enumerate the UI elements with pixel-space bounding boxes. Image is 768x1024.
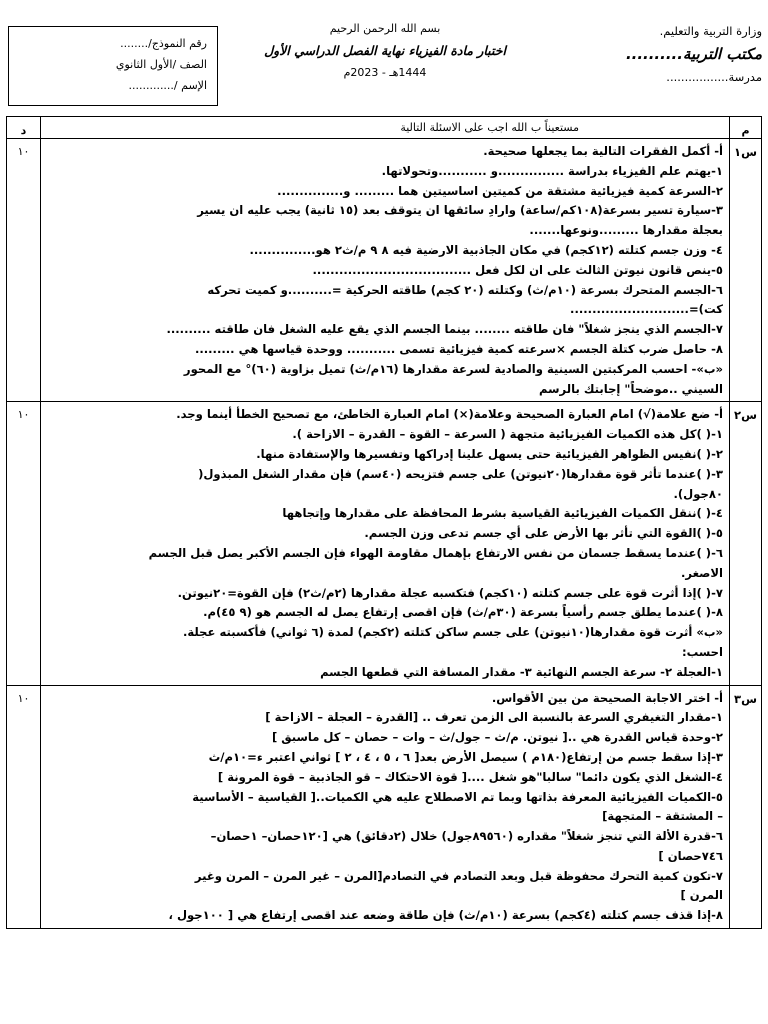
question-line: ٦-( )عندما يسقط جسمان من نفس الارتفاع بإهمال مقاومة الهواء فإن الجسم الأكبر يصل قبل الجسم [148, 545, 723, 560]
question-line: ٤- وزن جسم كتلته (١٢كجم) في مكان الجاذبية الارضية فيه ٨ ٩ م/ث٢ هو............... [249, 242, 723, 257]
question-line: الاصغر. [681, 565, 723, 580]
question-line: ٢-السرعة كمية فيزيائية مشتقة من كميتين اساسيتين هما ......... و............... [277, 183, 723, 198]
question-line: ٤-الشغل الذي يكون دائما" سالبا"هو شغل ....[ قوة الاحتكاك – قو الجاذبية – قوة المرونة ] [217, 769, 723, 784]
question-line: ٢-( )نفيس الظواهر الفيزيائية حتى يسهل علينا إدراكها وتفسيرها والإستفادة منها. [256, 446, 723, 461]
question-line: احسب: [681, 644, 723, 659]
question-row-1 [7, 139, 762, 402]
question-line: ٣-سيارة تسير بسرعة(١٠٨كم/ساعة) وارادِ سائقها ان يتوقف بعد (١٥ ثانية) يجب عليه ان يسير [197, 203, 723, 218]
question-line: ٦-الجسم المتحرك بسرعة (١٠م/ث) وكتلته (٢٠ كجم) طاقته الحركية =..........و كميت تحركه [207, 282, 723, 297]
exam-title: اختبار مادة الفيزياء نهاية الفصل الدراسي الأول [264, 43, 506, 58]
question-title: أ- اختر الاجابة الصحيحة من بين الأقواس. [491, 690, 723, 705]
school-name: مدرسة................. [666, 70, 762, 84]
question-score: ١٠ [7, 402, 41, 685]
question-line: «ب»- احسب المركبتين السينية والصادية لسرعة مقدارها (١٦م/ث) تميل بزاوية (٦٠)° مع المحور [183, 361, 723, 376]
question-row-2 [7, 402, 762, 685]
question-line: ١-العجلة ٢- سرعة الجسم النهائية ٣- مقدار المسافة التي قطعها الجسم [320, 664, 723, 679]
question-line: السيني ..موضحاً" إجابتك بالرسم [539, 381, 723, 396]
question-line: ٨-إذا قذف جسم كتلته (٤كجم) بسرعة (١٠م/ث) فإن طاقة وضعه عند اقصى إرتفاع هي [ ١٠٠جول ، [168, 908, 723, 923]
questions-table [6, 116, 762, 929]
question-line: بعجلة مقدارها .........ونوعها....... [529, 223, 723, 238]
question-line: ٦-قدرة الألة التي تنجز شغلاً" مقداره (٨٩٥٦٠جول) خلال (٢دقائق) هي [١٢٠حصان– ١حصان– [210, 829, 723, 844]
question-line: ٥-الكميات الفيزيائية المعرفة بذاتها وبما تم الاصطلاح عليه هي الكميات..[ القياسية – الأساسية [192, 789, 723, 804]
question-line: ٥-ينص قانون نيوتن الثالث على ان لكل فعل .................................... [312, 262, 723, 277]
question-row-3 [7, 685, 762, 929]
question-line: ٧-( )إذا أثرت قوة على جسم كتلته (١٠كجم) فتكسبه عجلة مقدارها (٢م/ث٢) فإن القوة=٢٠نيوتن. [177, 585, 723, 600]
question-line: ١-مقدار التغيفري السرعة بالنسبة الى الزمن تعرف .. [القدرة – العجلة – الازاحة ] [265, 710, 723, 725]
basmala: بسم الله الرحمن الرحيم [329, 22, 441, 35]
question-line: ٤-( )ننقل الكميات الفيزيائية القياسية بشرط المحافظة على مقدارها وإتجاهها [282, 506, 723, 521]
question-line: ٣-( )عندما تأثر قوة مقدارها(٢٠نيوتن) على جسم فتزيحه (٤٠سم) فإن مقدار الشغل المبذول( [198, 466, 723, 481]
table-header-row [7, 117, 762, 139]
question-title: أ- ضع علامة(√) امام العبارة الصحيحة وعلامة(×) امام العبارة الخاطئ، مع تصحيح الخطأ أينما وجد. [176, 407, 723, 422]
question-line: ١-( )كل هذه الكميات الفيزيائية متجهة ( السرعة – القوة – القدرة – الازاحة ). [292, 427, 723, 442]
question-number: س١ [730, 139, 762, 402]
question-line: المرن ] [680, 888, 723, 903]
column-number-header: م [730, 117, 762, 139]
grade-level: الصف /الأول الثانوي [115, 58, 207, 71]
column-score-header: د [7, 117, 41, 139]
question-line: – المشتقة – المتجهة] [602, 809, 723, 824]
exam-header [0, 0, 768, 115]
question-line: ٧-تكون كمية التحرك محفوظة قبل وبعد التصادم في التصادم[المرن – غير المرن – المرن وغير [194, 868, 723, 883]
model-number: رقم النموذج/........ [120, 37, 207, 50]
question-line: ٨- حاصل ضرب كتلة الجسم ×سرعته كمية فيزيائية تسمى ........... ووحدة قياسها هي ......... [194, 341, 723, 356]
question-line: ٧٤٦حصان ] [658, 848, 723, 863]
question-body [41, 139, 730, 402]
question-line: ٥-( )القوة التي تأثر بها الأرض على أي جسم تدعى وزن الجسم. [364, 526, 723, 541]
question-number: س٣ [730, 685, 762, 929]
question-body [41, 685, 730, 929]
question-body [41, 402, 730, 685]
question-line: ٨-( )عندما يطلق جسم رأسياً بسرعة (٣٠م/ث) فإن اقصى إرتفاع يصل له الجسم هو (٩ ٤٥)م. [203, 605, 723, 620]
student-info-box [8, 26, 218, 106]
question-score: ١٠ [7, 685, 41, 929]
question-line: ٣-إذا سقط جسم من إرتفاع(١٨٠م ) سيصل الأرض بعد[ ٦ ، ٥ ، ٤ ، ٢ ] ثواني اعتبر ء=١٠م/ث [208, 749, 723, 764]
question-number: س٢ [730, 402, 762, 685]
institution-info [612, 20, 762, 89]
question-line: كت)=........................... [570, 302, 723, 317]
question-score: ١٠ [7, 139, 41, 402]
question-line: ٢-وحدة قياس القدرة هي ..[ نيوتن. م/ث – جول/ث – وات – حصان – كل ماسبق ] [271, 730, 723, 745]
question-line: ١-يهتم علم الفيزياء بدراسة ...............و ...........وتحولاتها. [381, 163, 723, 178]
office-name: مكتب التربية.......... [625, 45, 762, 63]
question-title: أ- أكمل الفقرات التالية بما يجعلها صحيحة. [483, 144, 723, 158]
exam-year: 1444هـ - 2023م [343, 66, 427, 79]
student-name: الإسم /............. [128, 79, 207, 92]
instructions: مستعيناً ب الله اجب على الاسئلة التالية [41, 117, 730, 139]
ministry-name: وزارة التربية والتعليم. [659, 24, 762, 38]
exam-title-block [225, 18, 545, 84]
question-line: «ب» أثرت قوة مقدارها(١٠نيوتن) على جسم ساكن كتلته (٢كجم) لمدة (٦ ثواني) فأكسبته عجلة. [182, 625, 723, 640]
question-line: ٧-الجسم الذي ينجز شغلاً" فان طاقته ........ بينما الجسم الذي يقع عليه الشغل فان طاقته .......... [166, 322, 723, 337]
question-line: ٨٠جول). [673, 486, 723, 501]
